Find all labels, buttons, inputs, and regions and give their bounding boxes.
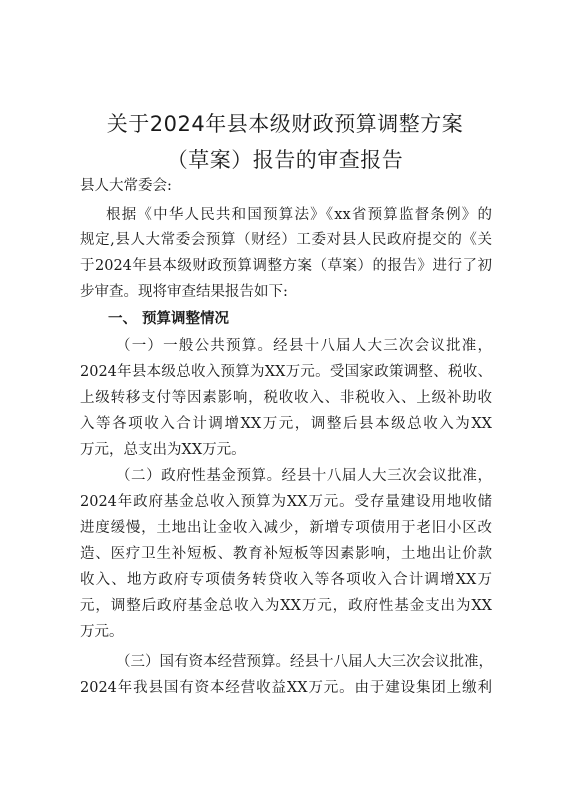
para2-line-6: 元，调整后政府基金总收入为XX万元，政府性基金支出为XX xyxy=(80,598,492,614)
para2-line-3: 进度缓慢，土地出让金收入减少，新增专项债用于老旧小区改 xyxy=(80,520,492,536)
para3-line-1: （三）国有资本经营预算。经县十八届人大三次会议批准， xyxy=(116,654,493,670)
para2-line-5: 收入、地方政府专项债务转贷收入等各项收入合计调增XX万 xyxy=(80,572,492,588)
para2-line-1: （二）政府性基金预算。经县十八届人大三次会议批准， xyxy=(116,468,492,484)
para3-line-2: 2024年我县国有资本经营收益XX万元。由于建设集团上缴利 xyxy=(80,680,492,696)
para1-line-4: 入等各项收入合计调增XX万元，调整后县本级总收入为XX xyxy=(80,416,492,432)
section-heading-1: 一、 预算调整情况 xyxy=(108,311,230,327)
intro-line-1: 根据《中华人民共和国预算法》《xx省预算监督条例》的 xyxy=(106,207,492,223)
para2-line-7: 万元。 xyxy=(80,624,124,640)
para2-line-4: 造、医疗卫生补短板、教育补短板等因素影响，土地出让价款 xyxy=(80,546,492,562)
intro-line-3: 于2024年县本级财政预算调整方案（草案）的报告》进行了初 xyxy=(80,258,492,274)
document-title-line-2: （草案）报告的审查报告 xyxy=(166,148,404,172)
para1-line-1: （一）一般公共预算。经县十八届人大三次会议批准， xyxy=(116,338,492,354)
intro-line-4: 步审查。现将审查结果报告如下: xyxy=(80,284,288,300)
para1-line-3: 上级转移支付等因素影响，税收收入、非税收入、上级补助收 xyxy=(80,390,492,406)
para2-line-2: 2024年政府基金总收入预算为XX万元。受存量建设用地收储 xyxy=(80,494,492,510)
para1-line-5: 万元，总支出为XX万元。 xyxy=(80,442,246,458)
salutation: 县人大常委会: xyxy=(80,178,172,194)
para1-line-2: 2024年县本级总收入预算为XX万元。受国家政策调整、税收、 xyxy=(80,364,492,380)
intro-line-2: 规定,县人大常委会预算（财经）工委对县人民政府提交的《关 xyxy=(80,232,492,248)
document-title-line-1: 关于2024年县本级财政预算调整方案 xyxy=(106,112,464,136)
